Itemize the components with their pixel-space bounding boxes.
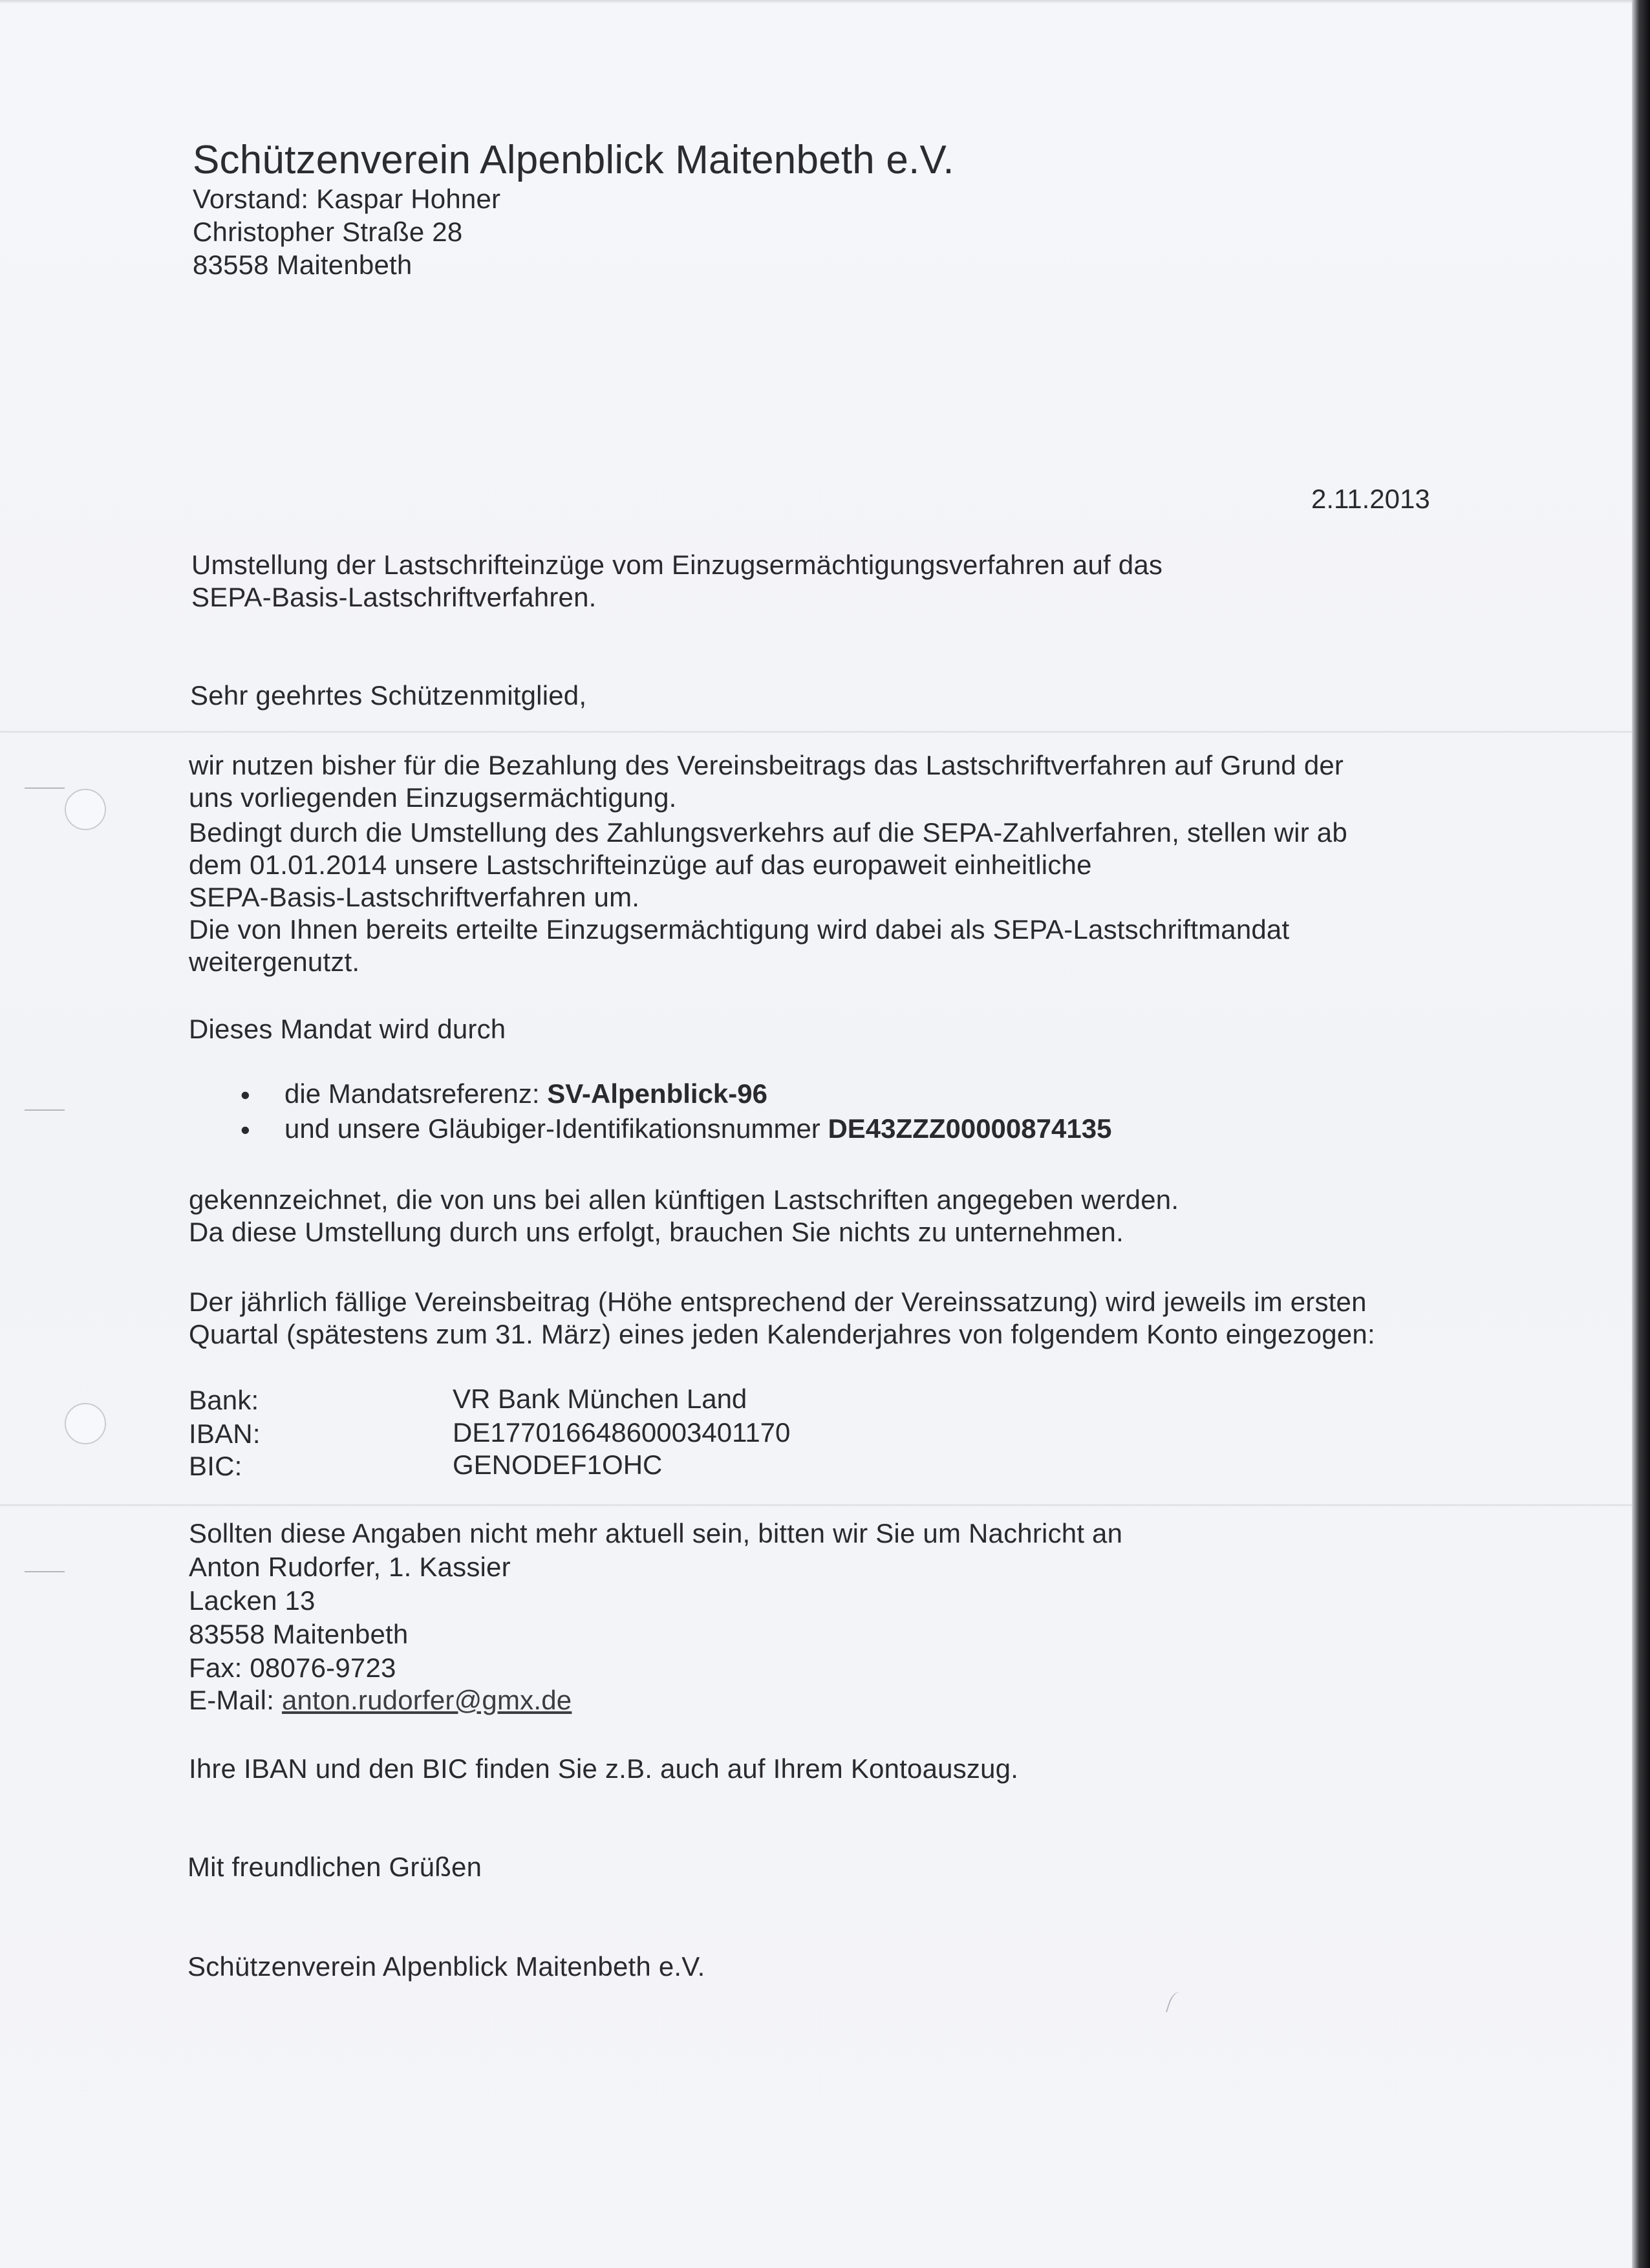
scan-top-edge [0,0,1632,4]
salutation: Sehr geehrtes Schützenmitglied, [190,680,587,711]
fold-line-upper [0,731,1632,733]
board-member: Vorstand: Kaspar Hohner [193,184,501,214]
contact-fax: Fax: 08076-9723 [189,1653,396,1683]
punch-hole-upper [65,789,106,830]
mandate-intro: Dieses Mandat wird durch [189,1014,506,1044]
subject-line-1: Umstellung der Lastschrifteinzüge vom Einzugsermächtigungsverfahren auf das [191,550,1163,580]
contact-intro: Sollten diese Angaben nicht mehr aktuell sein, bitten wir Sie um Nachricht an [189,1518,1123,1548]
closing: Mit freundlichen Grüßen [188,1852,482,1882]
body-line: SEPA-Basis-Lastschriftverfahren um. [189,882,640,912]
mandate-reference-item [284,1078,767,1109]
margin-tick [25,1571,65,1572]
contact-name: Anton Rudorfer, 1. Kassier [189,1552,511,1582]
body-line: wir nutzen bisher für die Bezahlung des Vereinsbeitrags das Lastschriftverfahren auf Grund der [189,750,1344,780]
bic-label: BIC: [189,1451,242,1481]
bank-value: VR Bank München Land [453,1384,747,1414]
body-line: weitergenutzt. [189,947,360,977]
iban-value: DE17701664860003401170 [453,1417,791,1448]
bank-label: Bank: [189,1385,259,1415]
org-name-heading: Schützenverein Alpenblick Maitenbeth e.V. [193,138,954,182]
email-link[interactable]: anton.rudorfer@gmx.de [281,1685,572,1715]
bullet-marker: • [241,1080,250,1110]
email-label: E-Mail: [189,1685,282,1715]
pen-mark [1166,1990,1185,2016]
creditor-id-value: DE43ZZZ00000874135 [828,1113,1112,1144]
bullet-marker: • [241,1115,250,1145]
mandate-reference-value: SV-Alpenblick-96 [547,1078,767,1109]
iban-hint: Ihre IBAN und den BIC finden Sie z.B. auch auf Ihrem Kontoauszug. [189,1753,1019,1784]
scan-right-edge [1632,0,1650,2268]
body-line: dem 01.01.2014 unsere Lastschrifteinzüge auf das europaweit einheitliche [189,850,1092,880]
bic-value: GENODEF1OHC [453,1450,663,1480]
letter-date: 2.11.2013 [1311,484,1430,514]
org-street: Christopher Straße 28 [193,217,463,247]
margin-tick [25,1109,65,1111]
contact-city: 83558 Maitenbeth [189,1619,409,1649]
contact-email-line [189,1684,572,1717]
body-line: Bedingt durch die Umstellung des Zahlungsverkehrs auf die SEPA-Zahlverfahren, stellen wir ab [189,817,1347,848]
body-line: uns vorliegenden Einzugsermächtigung. [189,782,677,813]
contact-street: Lacken 13 [189,1585,316,1616]
mandate-reference-label: die Mandatsreferenz: [284,1078,548,1109]
punch-hole-lower [65,1403,106,1444]
body-line: Die von Ihnen bereits erteilte Einzugsermächtigung wird dabei als SEPA-Lastschriftmandat [189,914,1290,945]
body-line: Der jährlich fällige Vereinsbeitrag (Höhe entsprechend der Vereinssatzung) wird jeweils im ersten [189,1287,1367,1317]
creditor-id-label: und unsere Gläubiger-Identifikationsnummer [284,1113,828,1144]
signature: Schützenverein Alpenblick Maitenbeth e.V. [188,1951,705,1982]
creditor-id-item [284,1113,1111,1144]
body-line: gekennzeichnet, die von uns bei allen künftigen Lastschriften angegeben werden. [189,1184,1179,1215]
subject-line-2: SEPA-Basis-Lastschriftverfahren. [191,582,597,612]
margin-tick [25,787,65,789]
fold-line-lower [0,1504,1632,1506]
org-city: 83558 Maitenbeth [193,250,412,280]
body-line: Da diese Umstellung durch uns erfolgt, brauchen Sie nichts zu unternehmen. [189,1217,1124,1247]
iban-label: IBAN: [189,1418,261,1449]
body-line: Quartal (spätestens zum 31. März) eines jeden Kalenderjahres von folgendem Konto eingezogen: [189,1319,1375,1349]
